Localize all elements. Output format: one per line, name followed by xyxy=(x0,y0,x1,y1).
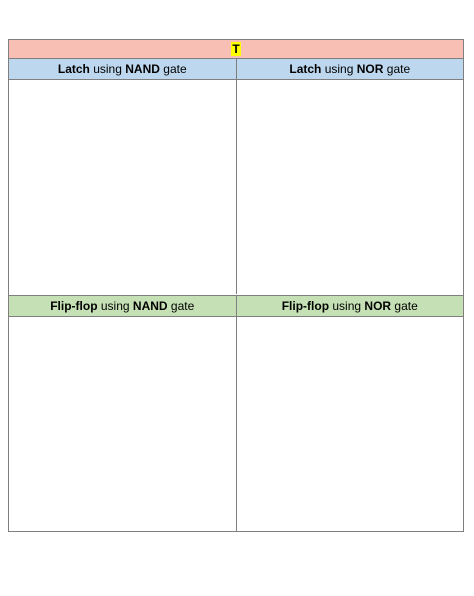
latch-nand-header-bold: Latch xyxy=(57,62,90,76)
flipflop-nor-drawing-area[interactable] xyxy=(236,317,464,531)
latch-nor-header-normal: using xyxy=(324,62,354,76)
latch-nor-header-bold: Latch xyxy=(289,62,322,76)
flipflop-nor-header-normal: using xyxy=(332,299,362,313)
flipflop-nand-header-bold: Flip-flop xyxy=(50,299,98,313)
flipflop-nand-header xyxy=(9,296,236,316)
latch-nand-header-tail: gate xyxy=(163,62,187,76)
worksheet-table xyxy=(8,39,464,532)
flipflop-nor-header-bold: Flip-flop xyxy=(281,299,330,313)
flipflop-body-row xyxy=(9,317,463,531)
latch-nand-header xyxy=(9,59,236,79)
flipflop-nand-header-normal: using xyxy=(100,299,130,313)
latch-nor-drawing-area[interactable] xyxy=(236,80,464,294)
latch-nand-header-normal: using xyxy=(93,62,122,76)
worksheet-title: T xyxy=(232,42,240,56)
latch-nand-header-gate-type: NAND xyxy=(125,62,160,76)
latch-nor-header-gate-type: NOR xyxy=(356,62,384,76)
flipflop-nor-header-tail: gate xyxy=(394,299,418,313)
flipflop-nor-header xyxy=(236,296,464,316)
flipflop-header-row xyxy=(9,295,463,317)
flipflop-nor-header-gate-type: NOR xyxy=(364,299,392,313)
latch-header-row xyxy=(9,59,463,80)
title-row xyxy=(9,40,463,59)
latch-nand-drawing-area[interactable] xyxy=(9,80,236,294)
flipflop-nand-drawing-area[interactable] xyxy=(9,317,236,531)
latch-nor-header xyxy=(236,59,464,79)
latch-nor-header-tail: gate xyxy=(386,62,411,76)
flipflop-nand-header-tail: gate xyxy=(170,299,195,313)
latch-body-row xyxy=(9,80,463,294)
flipflop-nand-header-gate-type: NAND xyxy=(132,299,168,313)
